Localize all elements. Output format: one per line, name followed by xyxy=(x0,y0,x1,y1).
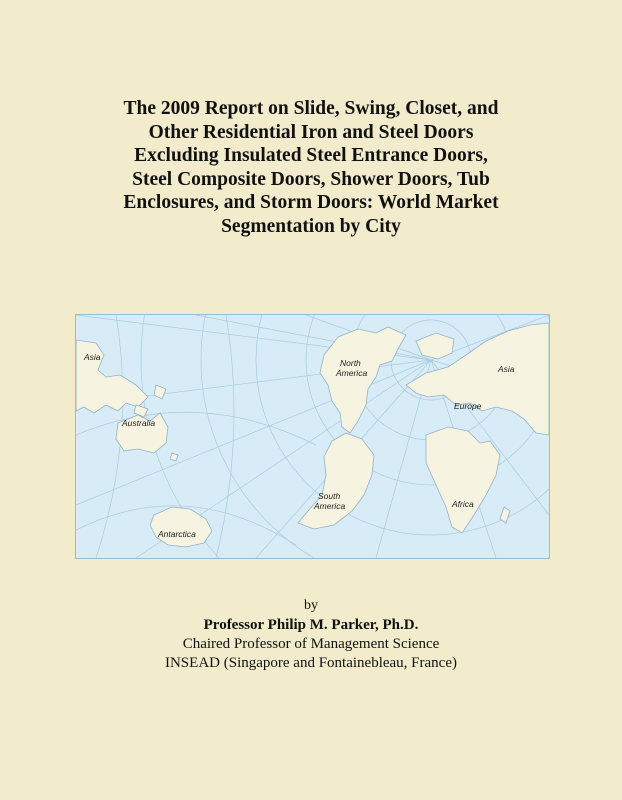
author-institution: INSEAD (Singapore and Fontainebleau, France) xyxy=(164,655,457,671)
author-name: Professor Philip M. Parker, Ph.D. xyxy=(203,617,419,633)
title-line: Steel Composite Doors, Shower Doors, Tub xyxy=(132,168,490,190)
title-line: Other Residential Iron and Steel Doors xyxy=(148,121,474,143)
map-label-south-america: South xyxy=(318,491,341,501)
map-label-north-america: America xyxy=(336,368,368,378)
world-map-graphic xyxy=(76,315,549,558)
map-label-south-america: America xyxy=(314,501,346,511)
map-label-antarctica: Antarctica xyxy=(158,529,196,539)
title-line: Enclosures, and Storm Doors: World Market xyxy=(123,192,499,214)
map-label-north-america: North xyxy=(340,358,361,368)
author-position: Chaired Professor of Management Science xyxy=(182,636,440,652)
book-title xyxy=(40,97,582,239)
title-line: The 2009 Report on Slide, Swing, Closet, and xyxy=(123,98,499,119)
map-label-europe: Europe xyxy=(454,401,482,411)
map-label-africa: Africa xyxy=(452,499,474,509)
world-map xyxy=(75,314,550,559)
map-label-asia-right: Asia xyxy=(498,364,515,374)
map-label-australia: Australia xyxy=(122,418,156,428)
by-text: by xyxy=(304,598,318,613)
title-line: Segmentation by City xyxy=(221,215,401,237)
map-label-asia-left: Asia xyxy=(84,352,101,362)
title-line: Excluding Insulated Steel Entrance Doors, xyxy=(134,145,488,167)
